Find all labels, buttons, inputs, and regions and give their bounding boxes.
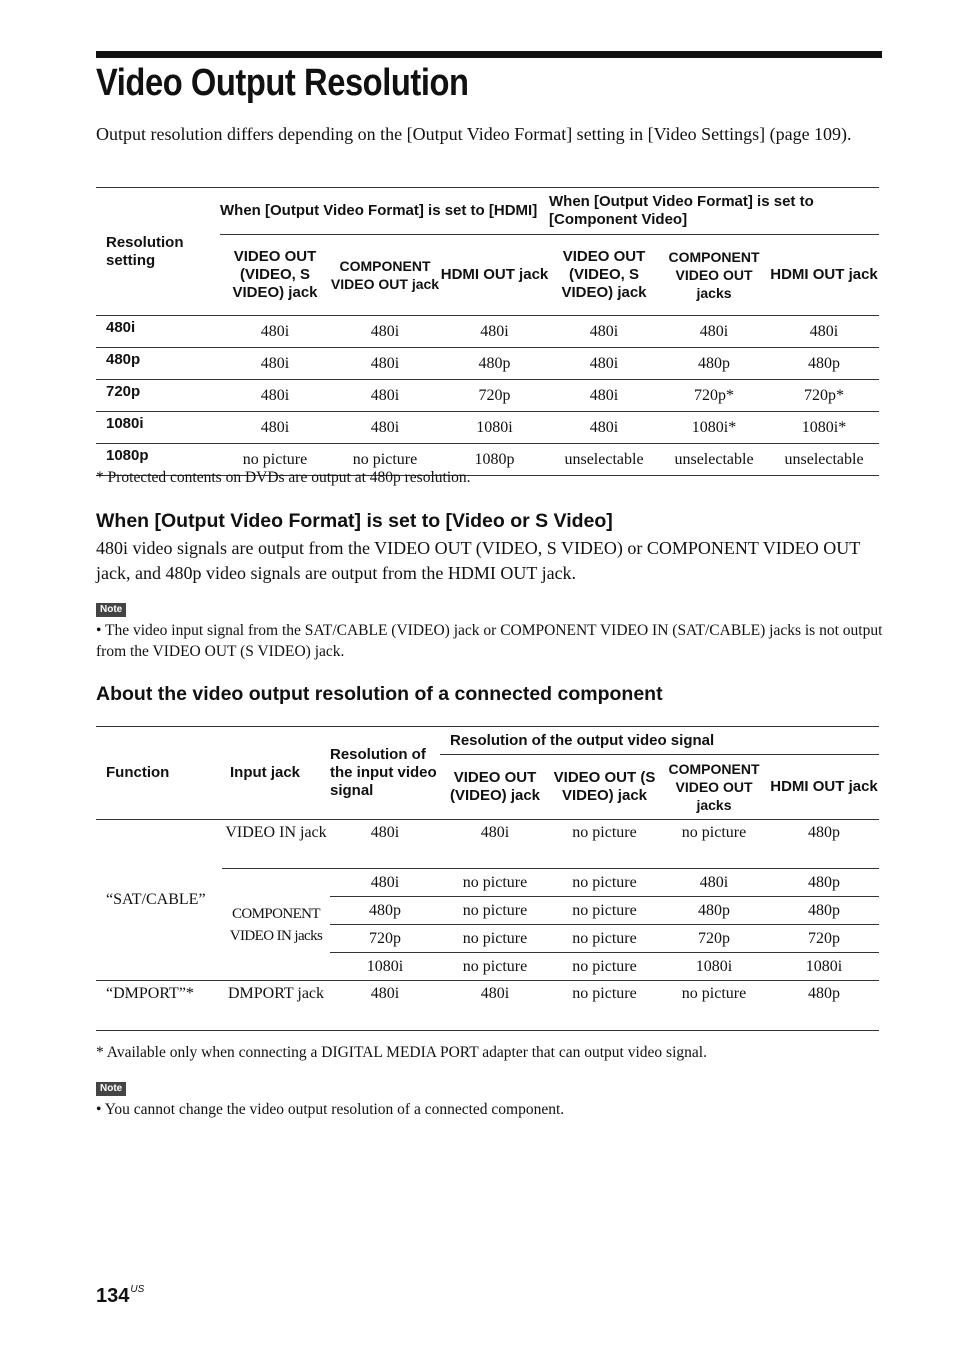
table-row	[96, 348, 879, 380]
table-cell: 480p	[769, 820, 879, 869]
table-cell: 480i	[440, 820, 550, 869]
table-cell: unselectable	[769, 444, 879, 476]
table-cell: no picture	[440, 897, 550, 925]
table-cell: 480i	[220, 380, 330, 412]
table-cell: 480p	[769, 981, 879, 1031]
table-cell: 480p	[330, 897, 440, 925]
section-heading-video: When [Output Video Format] is set to [Video or S Video]	[96, 510, 613, 532]
intro-paragraph: Output resolution differs depending on the [Output Video Format] setting in [Video Settings] (page 109).	[96, 124, 852, 144]
note-text: • You cannot change the video output resolution of a connected component.	[96, 1101, 565, 1118]
table-cell: no picture	[550, 820, 659, 869]
input-jack-header: Input jack	[222, 727, 330, 820]
table-cell: 1080i	[659, 953, 769, 981]
row-label: 720p	[96, 380, 220, 412]
table-cell: unselectable	[549, 444, 659, 476]
column-header: COMPONENT VIDEO OUT jack	[330, 258, 440, 292]
output-resolution-group-header: Resolution of the output video signal	[440, 727, 879, 755]
table-cell: 480p	[769, 348, 879, 380]
table-cell: no picture	[659, 981, 769, 1031]
table-cell: 480i	[330, 869, 440, 897]
input-resolution-header: Resolution of the input video signal	[330, 727, 440, 820]
table-cell: 720p	[440, 380, 549, 412]
table-cell: no picture	[330, 444, 440, 476]
table-cell: 480i	[220, 412, 330, 444]
row-label: 480p	[96, 348, 220, 380]
table-cell: 480i	[330, 316, 440, 348]
column-header: VIDEO OUT (VIDEO) jack	[449, 769, 541, 804]
table2-footnote: * Available only when connecting a DIGITAL MEDIA PORT adapter that can output video signal.	[96, 1044, 707, 1061]
page-number-suffix: US	[130, 1284, 145, 1295]
table-cell: 480p	[769, 869, 879, 897]
component-resolution-table	[96, 726, 879, 1031]
table-cell: 480p	[769, 897, 879, 925]
table-cell: 1080i*	[659, 412, 769, 444]
table-cell: 480i	[549, 412, 659, 444]
table-cell: no picture	[220, 444, 330, 476]
table-cell: 1080i	[769, 953, 879, 981]
page-number	[96, 1284, 144, 1308]
table-cell: 720p	[659, 925, 769, 953]
table-cell: no picture	[659, 820, 769, 869]
column-header: HDMI OUT jack	[770, 778, 878, 795]
table-row	[96, 380, 879, 412]
table-cell: 480i	[330, 820, 440, 869]
input-jack-cell: VIDEO IN jack	[222, 820, 330, 869]
top-rule	[96, 51, 882, 58]
table-cell: 720p	[330, 925, 440, 953]
function-header: Function	[96, 727, 222, 820]
table-cell: 480i	[330, 981, 440, 1031]
column-header: VIDEO OUT (S VIDEO) jack	[553, 769, 656, 804]
column-header: COMPONENT VIDEO OUT jacks	[668, 249, 760, 301]
column-header: VIDEO OUT (VIDEO, S VIDEO) jack	[232, 248, 318, 301]
column-header: COMPONENT VIDEO OUT jacks	[668, 761, 760, 813]
column-header: HDMI OUT jack	[440, 266, 549, 283]
table-row	[96, 820, 879, 869]
hdmi-group-header: When [Output Video Format] is set to [HDMI]	[220, 188, 549, 235]
table-cell: unselectable	[659, 444, 769, 476]
page-number-value: 134	[96, 1285, 130, 1307]
row-label: 480i	[96, 316, 220, 348]
resolution-table	[96, 187, 879, 476]
page-title: Video Output Resolution	[96, 62, 469, 104]
table-cell: 480i	[549, 348, 659, 380]
table-cell: 480i	[440, 981, 550, 1031]
section-heading-component: About the video output resolution of a connected component	[96, 683, 663, 705]
table-cell: no picture	[550, 897, 659, 925]
table-cell: no picture	[440, 869, 550, 897]
table-cell: no picture	[550, 925, 659, 953]
table-cell: 720p*	[659, 380, 769, 412]
table-cell: 480i	[440, 316, 549, 348]
table-cell: no picture	[440, 925, 550, 953]
table-cell: 480i	[659, 869, 769, 897]
table-row	[96, 316, 879, 348]
row-label: 1080i	[96, 412, 220, 444]
table-cell: no picture	[550, 981, 659, 1031]
table-cell: 480i	[220, 348, 330, 380]
resolution-setting-header: Resolution setting	[96, 188, 220, 316]
table1-footnote: * Protected contents on DVDs are output at 480p resolution.	[96, 469, 471, 486]
table-cell: 480p	[659, 897, 769, 925]
table-cell: 480i	[769, 316, 879, 348]
table-cell: 480i	[659, 316, 769, 348]
table-cell: 480i	[549, 316, 659, 348]
table-cell: no picture	[550, 869, 659, 897]
input-jack-cell: DMPORT jack	[222, 981, 330, 1031]
column-header: VIDEO OUT (VIDEO, S VIDEO) jack	[561, 248, 647, 301]
component-group-header: When [Output Video Format] is set to [Component Video]	[549, 188, 879, 235]
table-cell: 480i	[330, 380, 440, 412]
row-label: 1080p	[96, 444, 220, 476]
table-cell: no picture	[440, 953, 550, 981]
table-cell: 480p	[659, 348, 769, 380]
table-cell: 480i	[549, 380, 659, 412]
table-cell: 1080p	[440, 444, 549, 476]
table-row	[96, 981, 879, 1031]
table-cell: 480i	[330, 348, 440, 380]
section-paragraph: 480i video signals are output from the VIDEO OUT (VIDEO, S VIDEO) or COMPONENT VIDEO OUT jack, and 480p video signals are output from the HDMI OUT jack.	[96, 538, 860, 583]
note-text: • The video input signal from the SAT/CABLE (VIDEO) jack or COMPONENT VIDEO IN (SAT/CABLE) jacks is not output from the VIDEO OUT (S VIDEO) jack.	[96, 622, 883, 660]
table-cell: 480i	[330, 412, 440, 444]
table-row	[96, 412, 879, 444]
note-label: Note	[96, 1082, 126, 1096]
table-cell: 1080i	[330, 953, 440, 981]
table-cell: no picture	[550, 953, 659, 981]
note-label: Note	[96, 603, 126, 617]
table-cell: 480i	[220, 316, 330, 348]
table-cell: 1080i	[440, 412, 549, 444]
input-jack-cell: COMPONENT VIDEO IN jacks	[222, 869, 330, 981]
function-cell: “DMPORT”*	[96, 981, 222, 1031]
table-cell: 1080i*	[769, 412, 879, 444]
column-header: HDMI OUT jack	[770, 266, 878, 283]
table-cell: 720p	[769, 925, 879, 953]
table-cell: 720p*	[769, 380, 879, 412]
table-cell: 480p	[440, 348, 549, 380]
function-cell: “SAT/CABLE”	[96, 820, 222, 981]
